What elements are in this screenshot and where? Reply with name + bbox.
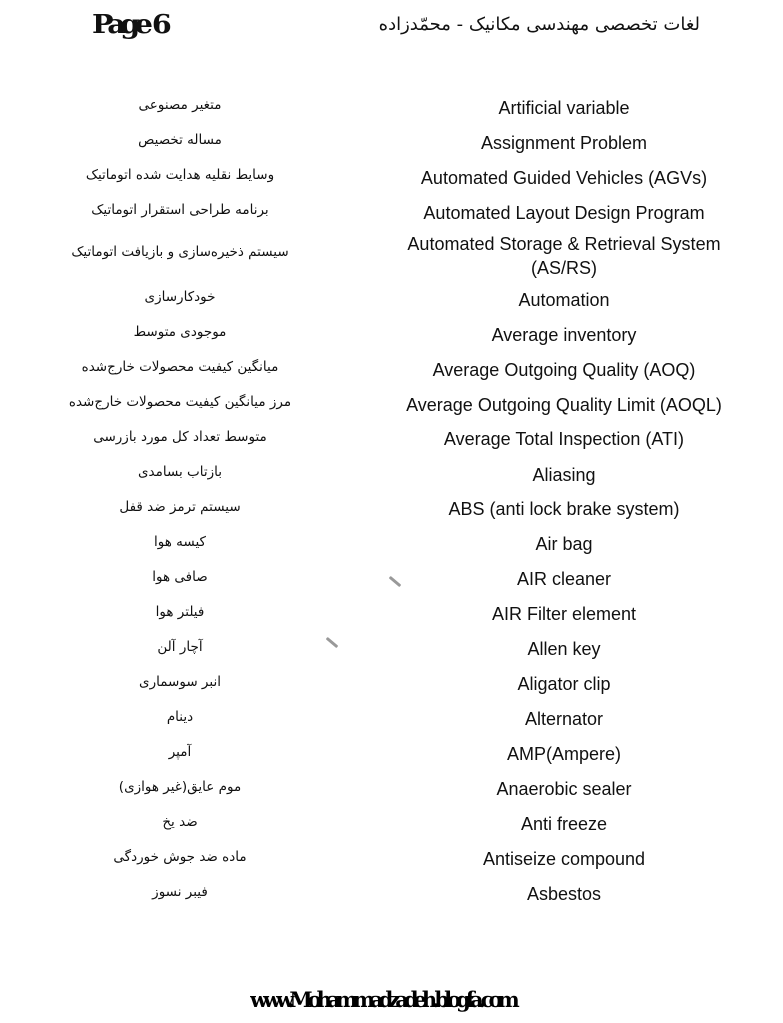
english-term: AMP(Ampere) [506,744,622,764]
footer-website-logo: www.Mohammadzadeh.blogfa.com [250,987,515,1012]
persian-term: انبر سوسماری [139,674,221,690]
persian-term: بازتاب بسامدی [137,464,223,480]
english-term: Allen key [527,639,601,659]
persian-term: مساله تخصیص [138,132,222,148]
persian-term: ماده ضد جوش خوردگی [113,849,247,865]
english-term: Average Outgoing Quality (AOQ) [432,360,696,380]
page-number-label: Page 6 [92,10,167,40]
english-term: Automated Layout Design Program [423,203,705,223]
persian-term: صافی هوا [152,569,208,585]
persian-term: سیستم ذخیره‌سازی و بازیافت اتوماتیک [71,244,289,260]
english-term: AIR cleaner [516,569,612,589]
persian-term: دینام [166,709,194,725]
persian-term: فیبر نسوز [152,884,208,900]
english-term: Automation [518,290,610,310]
persian-term: فیلتر هوا [155,604,205,620]
persian-term: کیسه هوا [154,534,206,550]
persian-term: برنامه طراحی استقرار اتوماتیک [91,202,269,218]
english-term: Average inventory [491,325,637,345]
english-term: Antiseize compound [482,849,646,869]
persian-term: آچار آلن [157,639,203,655]
persian-term: آمپر [168,744,192,760]
english-term: Automated Storage & Retrieval System (AS/RS) [407,234,721,278]
persian-term: متغیر مصنوعی [138,97,222,113]
english-term: Anti freeze [520,814,608,834]
persian-term: ضد یخ [162,814,198,830]
english-term: ABS (anti lock brake system) [448,499,680,519]
english-term: Artificial variable [498,98,630,118]
english-term: Average Total Inspection (ATI) [443,429,685,449]
english-term: Anaerobic sealer [496,779,632,799]
document-title: لغات تخصصی مهندسی مکانیک - محمّدزاده [378,14,700,35]
persian-term: میانگین کیفیت محصولات خارج‌شده [81,359,279,375]
english-term: Air bag [535,534,593,554]
english-term: Automated Guided Vehicles (AGVs) [420,168,708,188]
persian-term: موم عایق(غیر هوازی) [118,779,242,795]
english-term: Assignment Problem [480,133,648,153]
persian-term: سیستم ترمز ضد قفل [119,499,241,515]
english-term: Aliasing [532,465,596,485]
persian-term: موجودی متوسط [133,324,227,340]
persian-term: مرز میانگین کیفیت محصولات خارج‌شده [68,394,292,410]
persian-term: خودکارسازی [144,289,216,305]
english-term: AIR Filter element [491,604,637,624]
english-term: Aligator clip [517,674,611,694]
persian-term: متوسط تعداد کل مورد بازرسی [93,429,267,445]
english-term: Alternator [524,709,604,729]
persian-term: وسایط نقلیه هدایت شده اتوماتیک [85,167,275,183]
english-term: Asbestos [526,884,602,904]
english-term: Average Outgoing Quality Limit (AOQL) [406,395,722,415]
